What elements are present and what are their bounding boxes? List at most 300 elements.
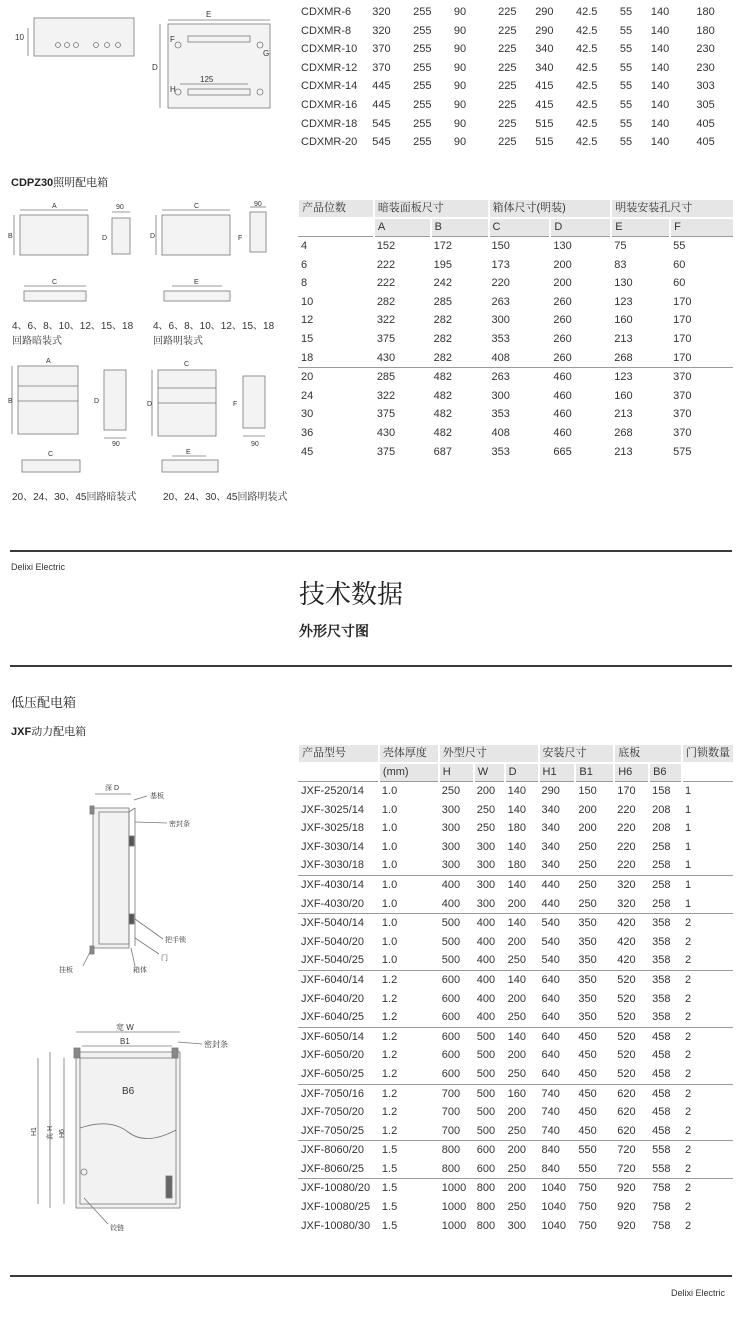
table-cell: 282: [433, 314, 453, 327]
table-cell: 1.0: [379, 914, 439, 933]
dim-c-1: C: [52, 279, 58, 286]
table-cell: 1.0: [381, 935, 398, 948]
table-cell: 170: [673, 295, 692, 308]
jxf-base-plate-label: 基板: [150, 793, 164, 800]
brand-footer: Delixi Electric: [671, 1288, 726, 1298]
table-cell: 83: [614, 258, 627, 271]
table-cell: 1: [684, 840, 692, 853]
table-cell: 90: [453, 136, 467, 149]
table-cell: 290: [539, 782, 576, 801]
table-row: [298, 115, 723, 134]
table-cell: 213: [614, 332, 633, 345]
table-cell: 285: [374, 368, 431, 387]
table-cell: 2: [682, 1179, 733, 1198]
table-row: [298, 1046, 733, 1065]
table-cell: 42.5: [576, 24, 598, 37]
table-cell: 550: [575, 1141, 614, 1160]
table-cell: 430: [376, 351, 396, 364]
table-cell: 520: [617, 992, 636, 1005]
table-cell: 255: [413, 43, 432, 56]
table-cell: 90: [453, 24, 467, 37]
dim-d-1: D: [102, 235, 108, 242]
table-cell: 250: [507, 1011, 526, 1024]
table-cell: 55: [670, 237, 733, 256]
table-cell: 255: [413, 117, 432, 130]
table-cell: 1.0: [379, 782, 439, 801]
table-row: [298, 1103, 733, 1122]
table-row: [298, 1122, 733, 1141]
jxf-header-h: H: [439, 763, 474, 782]
table-cell: 2: [684, 1219, 692, 1232]
table-cell: 140: [505, 970, 539, 989]
table-cell: 300: [441, 859, 461, 872]
jxf-header-mm: (mm): [379, 763, 439, 782]
table-cell: 260: [553, 332, 572, 345]
table-cell: 640: [541, 1067, 560, 1080]
table-cell: 285: [433, 295, 453, 308]
table-row: [298, 856, 733, 875]
table-cell: JXF-7050/20: [301, 1106, 364, 1119]
table-cell: 600: [441, 992, 461, 1005]
table-cell: 250: [476, 803, 496, 816]
table-cell: 340: [541, 859, 560, 872]
table-cell: 840: [539, 1141, 576, 1160]
table-cell: 840: [541, 1162, 560, 1175]
table-cell: 370: [673, 426, 692, 439]
table-cell: CDXMR-8: [301, 24, 352, 37]
table-cell: 258: [649, 875, 682, 894]
table-cell: 180: [696, 6, 715, 18]
table-cell: 263: [491, 295, 510, 308]
table-cell: 340: [535, 43, 554, 56]
table-cell: 545: [372, 117, 391, 130]
table-cell: 45: [301, 445, 314, 458]
table-cell: 42.5: [576, 136, 598, 149]
table-cell: 445: [372, 80, 391, 93]
table-cell: 515: [535, 117, 554, 130]
table-cell: 350: [578, 954, 597, 967]
table-cell: 250: [507, 1067, 526, 1080]
table-cell: 90: [453, 43, 467, 56]
table-cell: 520: [617, 1067, 636, 1080]
table-cell: 140: [505, 782, 539, 801]
table-cell: 1.2: [381, 1067, 398, 1080]
jxf-table: [297, 745, 733, 1235]
table-cell: 140: [650, 136, 670, 149]
jxf-hinge-label: 铰链: [110, 1225, 124, 1232]
table-row: [298, 368, 733, 387]
table-cell: 358: [652, 1011, 671, 1024]
table-cell: 370: [372, 61, 391, 74]
table-cell: 305: [696, 98, 715, 111]
brand-mid: Delixi Electric: [11, 562, 66, 572]
table-cell: 250: [439, 782, 474, 801]
dim-c-2: C: [194, 203, 200, 210]
table-row: [298, 443, 733, 462]
table-cell: 42.5: [576, 80, 598, 93]
table-cell: 300: [441, 822, 461, 835]
table-cell: 290: [535, 24, 554, 37]
table-cell: 300: [474, 875, 505, 894]
table-cell: JXF-5040/20: [301, 935, 364, 948]
caption-flush-small: 回路暗装式: [12, 336, 62, 347]
divider-bottom: [10, 1275, 732, 1277]
table-cell: 358: [652, 954, 671, 967]
table-cell: 640: [539, 970, 576, 989]
table-cell: 200: [505, 1141, 539, 1160]
table-cell: 250: [578, 859, 597, 872]
table-row: [298, 1179, 733, 1198]
jxf-header-d: D: [505, 763, 539, 782]
jxf-header-w: W: [474, 763, 505, 782]
table-cell: 140: [507, 840, 526, 853]
table-cell: 600: [441, 1011, 461, 1024]
table-cell: 1040: [541, 1201, 566, 1214]
jxf-handle-lock-label: 把手锁: [165, 937, 186, 944]
table-cell: 482: [431, 368, 489, 387]
table-cell: 1.0: [381, 803, 398, 816]
table-cell: 200: [507, 935, 526, 948]
cdpz30-header-positions: 产品位数: [298, 200, 374, 218]
table-cell: 200: [578, 803, 597, 816]
table-cell: 500: [441, 954, 461, 967]
table-cell: 575: [673, 445, 692, 458]
dim-f-1: F: [238, 235, 243, 242]
table-cell: 1.0: [381, 840, 398, 853]
table-cell: JXF-3025/18: [301, 822, 364, 835]
table-cell: 600: [441, 1049, 461, 1062]
cdxmr-table: [298, 3, 723, 152]
dim-e: E: [206, 10, 212, 19]
table-cell: 200: [553, 277, 572, 290]
table-cell: 687: [433, 445, 453, 458]
table-cell: 8: [301, 277, 308, 290]
table-cell: 720: [617, 1162, 636, 1175]
table-cell: CDXMR-14: [301, 80, 358, 93]
table-cell: 1.0: [379, 875, 439, 894]
table-cell: 225: [498, 24, 517, 37]
table-cell: 1: [684, 859, 692, 872]
table-cell: 30: [301, 408, 314, 421]
dim-e-1: E: [194, 279, 199, 286]
table-cell: 250: [578, 897, 597, 910]
table-cell: 482: [433, 389, 453, 402]
table-cell: 15: [301, 332, 314, 345]
jxf-title: JXF动力配电箱: [11, 726, 87, 738]
table-cell: 170: [673, 314, 692, 327]
table-cell: 558: [649, 1141, 682, 1160]
jxf-height-label: 高 H: [47, 1126, 54, 1140]
table-cell: 458: [652, 1124, 671, 1137]
table-cell: 400: [476, 954, 496, 967]
table-cell: 10: [301, 295, 314, 308]
table-row: [298, 387, 733, 406]
table-cell: 255: [413, 98, 432, 111]
table-cell: 750: [578, 1201, 597, 1214]
table-cell: 250: [507, 1124, 526, 1137]
table-cell: 1: [682, 782, 733, 801]
table-cell: 90: [453, 80, 467, 93]
jxf-h1-label: H1: [31, 1127, 38, 1136]
jxf-header-locks: 门锁数量: [682, 745, 733, 763]
table-cell: CDXMR-16: [301, 98, 358, 111]
table-cell: 500: [476, 1106, 496, 1119]
dim-a-1: A: [52, 203, 57, 210]
table-cell: 268: [614, 426, 633, 439]
dim-f-2: F: [233, 401, 238, 408]
table-cell: 4: [298, 237, 374, 256]
jxf-front-drawing: [20, 1018, 260, 1238]
table-cell: 300: [476, 859, 496, 872]
caption-surface-small-circuits: 4、6、8、10、12、15、18: [153, 321, 275, 332]
table-cell: 640: [541, 992, 560, 1005]
table-cell: 255: [413, 6, 432, 18]
jxf-hang-plate-label: 挂板: [59, 967, 73, 974]
table-cell: 260: [553, 351, 572, 364]
page-subtitle: 外形尺寸图: [299, 623, 369, 639]
table-cell: 440: [541, 897, 560, 910]
table-cell: JXF-3030/14: [301, 840, 364, 853]
table-cell: 1.0: [381, 822, 398, 835]
table-cell: JXF-6050/25: [301, 1067, 364, 1080]
table-cell: 123: [611, 368, 670, 387]
dim-e-2: E: [186, 449, 191, 456]
dim-125: 125: [200, 75, 214, 84]
caption-flush-large: 20、24、30、45回路暗装式: [12, 492, 137, 503]
table-cell: 200: [507, 897, 526, 910]
table-cell: 200: [507, 992, 526, 1005]
table-row: [298, 933, 733, 952]
table-cell: 90: [453, 117, 467, 130]
table-cell: 520: [617, 1049, 636, 1062]
table-cell: 1.5: [379, 1179, 439, 1198]
table-cell: 665: [553, 445, 572, 458]
table-cell: 150: [575, 782, 614, 801]
table-cell: 220: [617, 859, 636, 872]
table-cell: 500: [476, 1124, 496, 1137]
table-cell: 358: [649, 914, 682, 933]
dim-a-2: A: [46, 358, 51, 365]
table-cell: 230: [696, 61, 715, 74]
table-cell: 1.0: [381, 954, 398, 967]
table-cell: 140: [507, 803, 526, 816]
table-row: [298, 311, 733, 330]
table-cell: 353: [491, 332, 510, 345]
table-cell: 370: [673, 389, 692, 402]
table-cell: 405: [696, 117, 715, 130]
table-cell: 90: [453, 98, 467, 111]
table-cell: 42.5: [576, 43, 598, 56]
table-cell: 152: [374, 237, 431, 256]
table-cell: 460: [553, 389, 572, 402]
table-cell: 282: [433, 332, 453, 345]
table-cell: 180: [507, 822, 526, 835]
table-cell: 500: [439, 914, 474, 933]
table-cell: 1.2: [381, 1011, 398, 1024]
table-cell: 150: [489, 237, 551, 256]
table-cell: 740: [541, 1124, 560, 1137]
table-cell: 140: [650, 98, 670, 111]
table-cell: 640: [541, 1049, 560, 1062]
table-cell: 450: [578, 1106, 597, 1119]
table-cell: CDXMR-12: [301, 61, 358, 74]
table-cell: 540: [541, 935, 560, 948]
table-cell: 340: [541, 822, 560, 835]
table-cell: 220: [617, 822, 636, 835]
table-cell: 520: [614, 1027, 649, 1046]
table-cell: 400: [476, 935, 496, 948]
table-cell: 225: [498, 61, 517, 74]
cdpz30-header-c: C: [489, 218, 551, 237]
dim-90-4: 90: [251, 441, 259, 448]
table-row: [298, 256, 733, 275]
table-cell: 920: [617, 1219, 636, 1232]
table-cell: 460: [550, 368, 611, 387]
table-cell: 758: [652, 1201, 671, 1214]
table-cell: 350: [578, 992, 597, 1005]
jxf-width-label: 宽 W: [116, 1023, 134, 1032]
table-cell: JXF-6040/25: [301, 1011, 364, 1024]
table-row: [298, 1027, 733, 1046]
dim-b-1: B: [8, 233, 13, 240]
table-cell: 300: [507, 1219, 526, 1232]
table-cell: 160: [614, 314, 633, 327]
table-cell: 400: [476, 1011, 496, 1024]
table-cell: 1.5: [379, 1141, 439, 1160]
table-cell: 250: [507, 1201, 526, 1214]
table-cell: 250: [476, 822, 496, 835]
table-cell: 55: [619, 117, 633, 130]
table-row: [298, 274, 733, 293]
table-cell: 230: [696, 43, 715, 56]
table-cell: 353: [491, 445, 510, 458]
table-cell: 340: [535, 61, 554, 74]
table-cell: 2: [684, 992, 692, 1005]
table-cell: 1000: [439, 1179, 474, 1198]
table-cell: 263: [489, 368, 551, 387]
table-row: [298, 951, 733, 970]
table-cell: 420: [617, 954, 636, 967]
table-cell: 303: [696, 80, 715, 93]
table-cell: 172: [431, 237, 489, 256]
table-row: [298, 838, 733, 857]
table-cell: 500: [441, 935, 461, 948]
cdpz30-drawings: [8, 198, 298, 508]
table-row: [298, 819, 733, 838]
table-row: [298, 237, 733, 256]
table-cell: JXF-7050/16: [298, 1084, 379, 1103]
table-cell: 500: [474, 1027, 505, 1046]
table-cell: 370: [372, 43, 391, 56]
table-cell: 2: [684, 1067, 692, 1080]
table-cell: 2: [684, 1049, 692, 1062]
table-row: [298, 801, 733, 820]
table-cell: 42.5: [576, 61, 598, 74]
divider-mid: [10, 665, 732, 667]
table-cell: 540: [541, 954, 560, 967]
table-cell: 1.2: [379, 1027, 439, 1046]
dim-90-1: 90: [116, 204, 124, 211]
table-cell: JXF-3030/18: [301, 859, 364, 872]
table-cell: 268: [614, 351, 633, 364]
table-cell: 358: [649, 970, 682, 989]
table-cell: 920: [614, 1179, 649, 1198]
table-cell: 558: [652, 1162, 671, 1175]
table-cell: 75: [611, 237, 670, 256]
table-cell: 700: [441, 1124, 461, 1137]
table-row: [298, 405, 733, 424]
table-cell: 320: [372, 24, 391, 37]
jxf-header-h6: H6: [614, 763, 649, 782]
table-row: [298, 990, 733, 1009]
dim-10: 10: [15, 33, 24, 42]
table-row: [298, 77, 723, 96]
cdpz30-header-e: E: [611, 218, 670, 237]
jxf-header-b1: B1: [575, 763, 614, 782]
table-cell: 740: [541, 1106, 560, 1119]
table-cell: 700: [439, 1084, 474, 1103]
table-cell: 55: [619, 80, 633, 93]
table-cell: 350: [575, 970, 614, 989]
table-cell: 12: [301, 314, 314, 327]
table-cell: 2: [684, 1201, 692, 1214]
jxf-b6-label: B6: [122, 1086, 135, 1097]
table-cell: 450: [575, 1084, 614, 1103]
table-cell: 55: [619, 6, 633, 18]
divider-top: [10, 550, 732, 552]
table-cell: 255: [413, 61, 432, 74]
table-cell: 520: [617, 1011, 636, 1024]
table-cell: 282: [433, 351, 453, 364]
table-cell: 800: [476, 1201, 496, 1214]
table-cell: 300: [491, 389, 510, 402]
caption-flush-small-circuits: 4、6、8、10、12、15、18: [12, 321, 134, 332]
table-cell: 55: [619, 43, 633, 56]
table-cell: 55: [619, 61, 633, 74]
table-cell: 18: [301, 351, 314, 364]
table-cell: 420: [614, 914, 649, 933]
jxf-header-thickness: 壳体厚度: [379, 745, 439, 763]
table-cell: JXF-3025/14: [301, 803, 364, 816]
table-cell: 1.2: [379, 1084, 439, 1103]
table-cell: 160: [505, 1084, 539, 1103]
table-cell: 620: [617, 1124, 636, 1137]
table-cell: 1.5: [381, 1201, 398, 1214]
table-cell: 450: [575, 1027, 614, 1046]
table-row: [298, 293, 733, 312]
table-cell: 458: [649, 1027, 682, 1046]
table-cell: 408: [491, 426, 510, 439]
table-row: [298, 349, 733, 368]
table-cell: 140: [505, 1027, 539, 1046]
table-cell: 225: [498, 80, 517, 93]
table-row: [298, 1141, 733, 1160]
table-cell: 200: [505, 1179, 539, 1198]
table-cell: CDXMR-10: [301, 43, 358, 56]
cdxmr-drawing: [10, 0, 280, 115]
table-cell: 160: [614, 389, 633, 402]
table-cell: 208: [652, 822, 671, 835]
table-cell: 2: [684, 1106, 692, 1119]
table-cell: 458: [652, 1049, 671, 1062]
jxf-h6-label: H6: [59, 1129, 66, 1138]
table-row: [298, 3, 723, 22]
table-cell: 375: [376, 445, 396, 458]
table-cell: 208: [652, 803, 671, 816]
table-cell: 180: [696, 24, 715, 37]
table-cell: 55: [619, 136, 633, 149]
table-cell: 458: [649, 1084, 682, 1103]
